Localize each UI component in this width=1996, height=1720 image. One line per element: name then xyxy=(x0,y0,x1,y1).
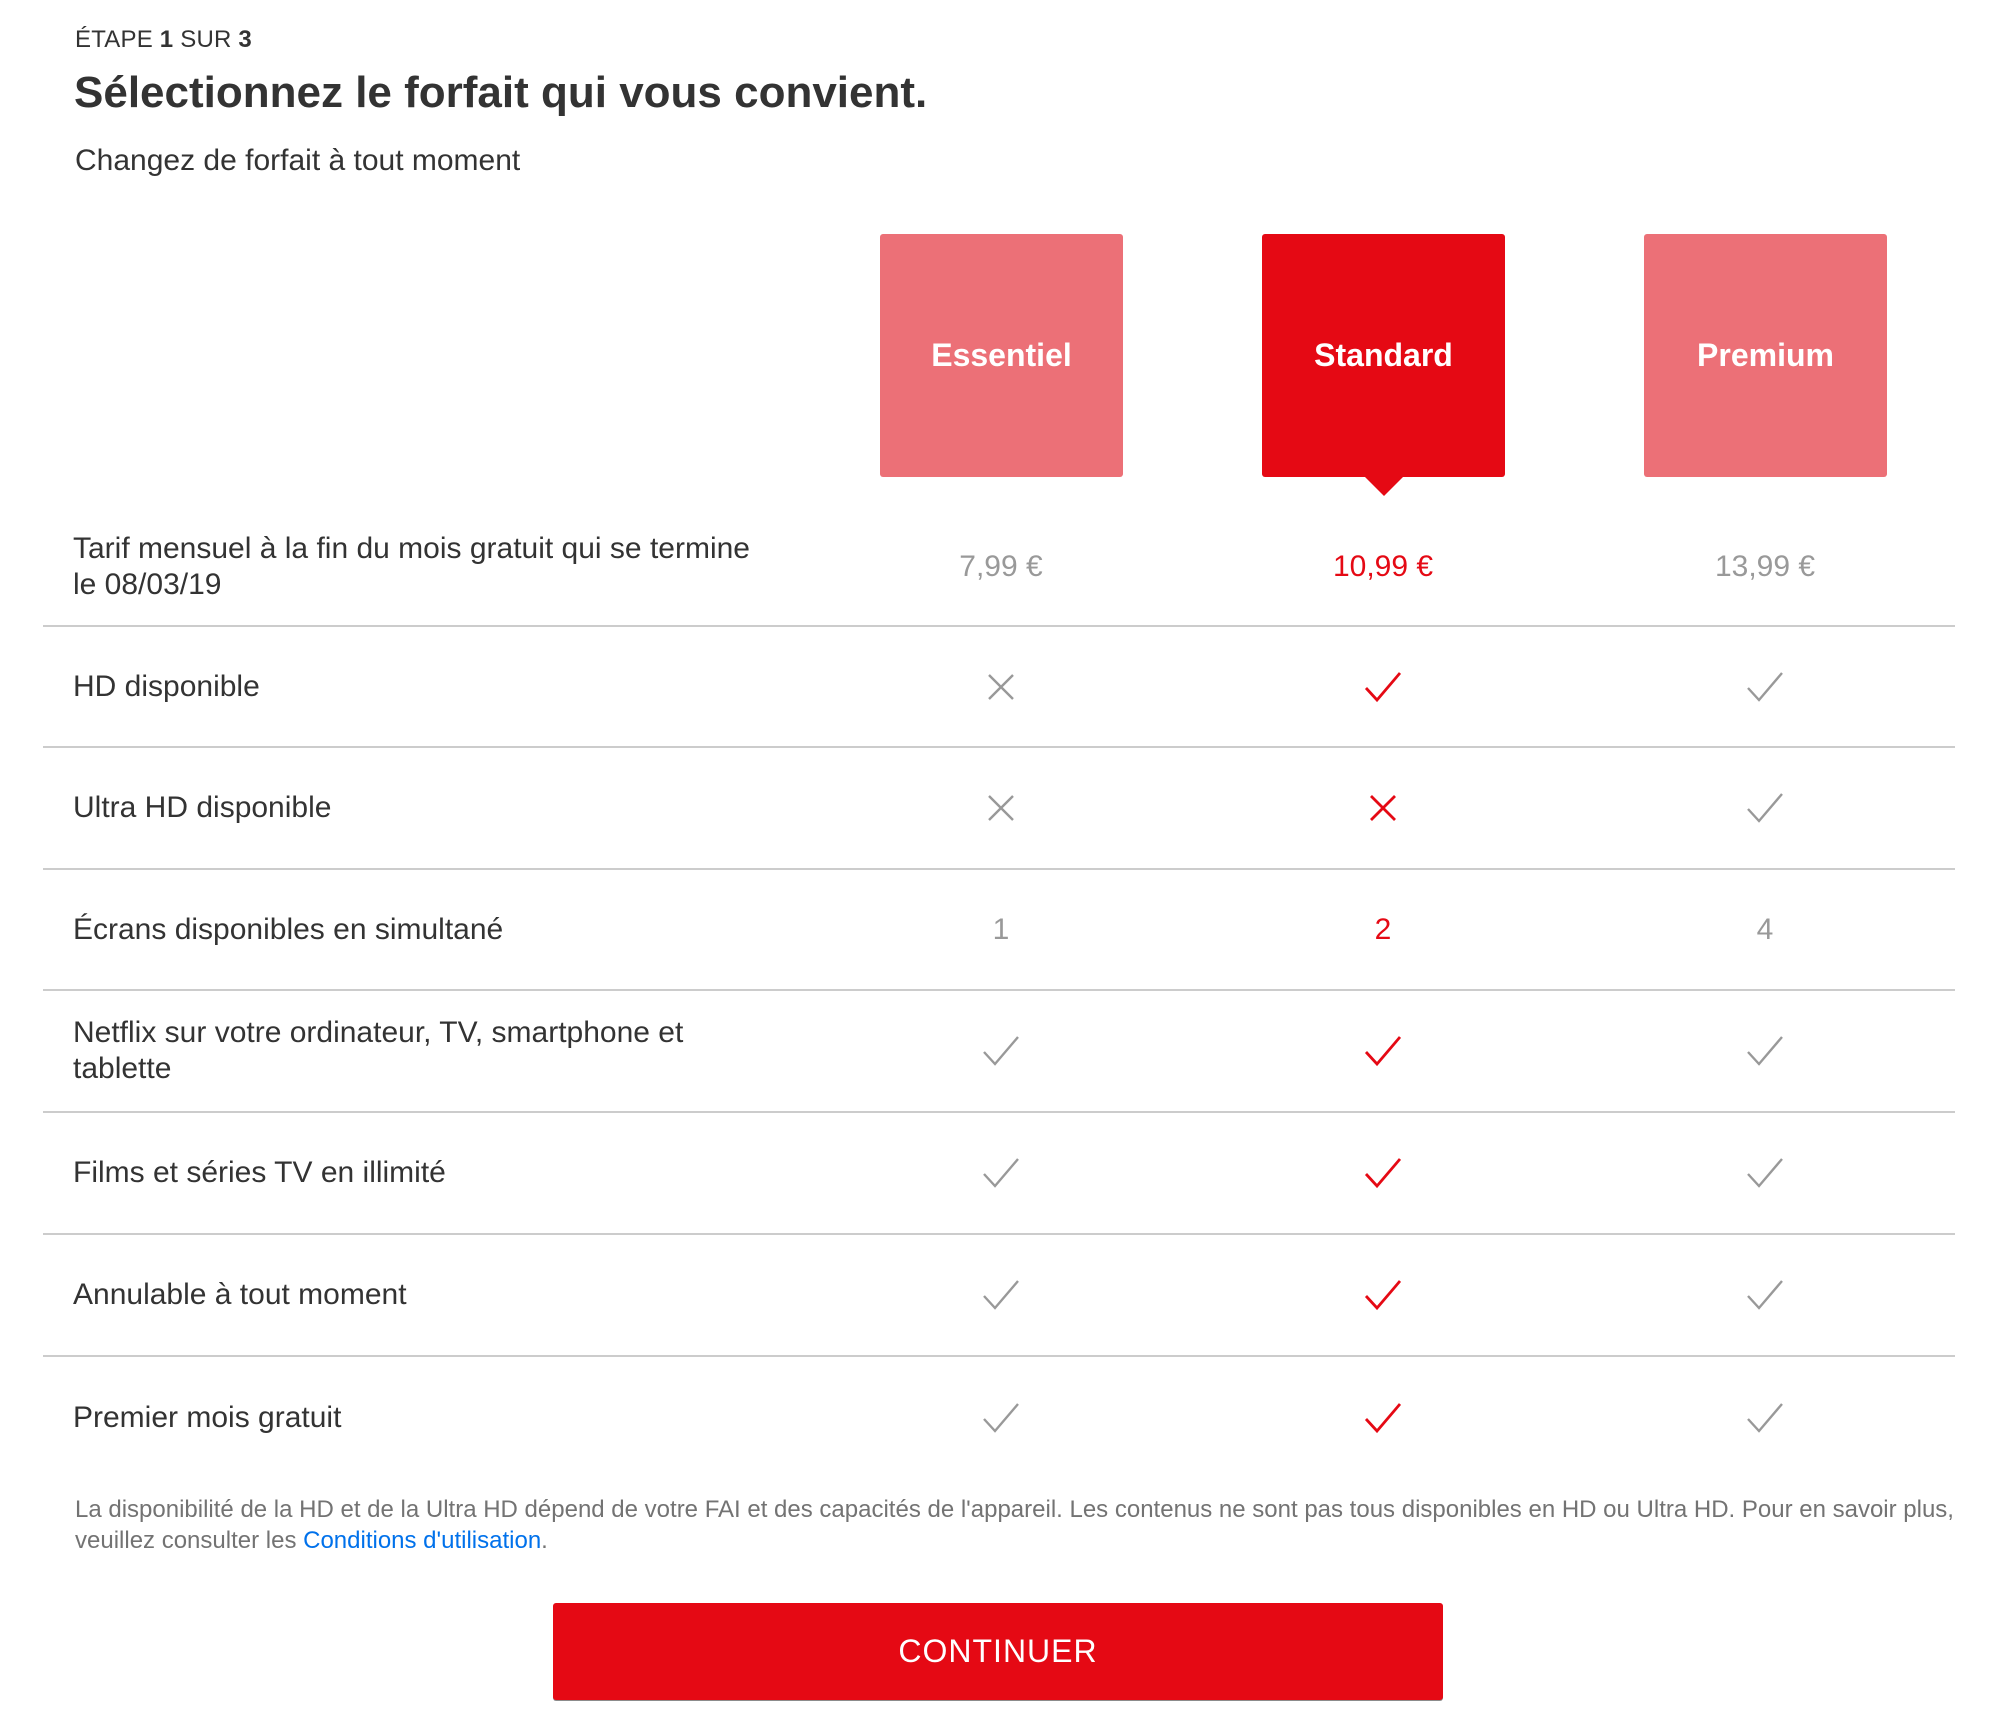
step-total: 3 xyxy=(238,26,252,53)
row-label: Premier mois gratuit xyxy=(73,1401,342,1434)
step-prefix: ÉTAPE xyxy=(75,26,153,53)
price-premium: 13,99 € xyxy=(1714,549,1816,583)
check-icon xyxy=(1746,1035,1784,1067)
check-icon xyxy=(1746,1402,1784,1434)
step-mid: SUR xyxy=(180,26,232,53)
row-devices xyxy=(43,991,1955,1113)
check-icon xyxy=(1364,1402,1402,1434)
row-label: Films et séries TV en illimité xyxy=(73,1156,446,1189)
check-icon xyxy=(1364,1157,1402,1189)
row-label: HD disponible xyxy=(73,669,260,703)
check-icon xyxy=(1364,671,1402,703)
check-icon xyxy=(982,1279,1020,1311)
step-indicator xyxy=(75,26,252,54)
plan-standard-label: Standard xyxy=(1314,337,1453,373)
page-subtitle: Changez de forfait à tout moment xyxy=(75,144,521,177)
row-label: Écrans disponibles en simultané xyxy=(73,912,504,946)
row-screens xyxy=(43,870,1955,991)
cross-icon xyxy=(986,672,1016,702)
price-standard: 10,99 € xyxy=(1332,549,1434,583)
price-essentiel: 7,99 € xyxy=(959,549,1043,583)
screens-premium: 4 xyxy=(1756,912,1774,946)
disclaimer-end: . xyxy=(541,1527,548,1554)
terms-link[interactable]: Conditions d'utilisation xyxy=(303,1527,542,1554)
check-icon xyxy=(1746,1157,1784,1189)
plan-essentiel[interactable] xyxy=(880,234,1123,477)
row-unlimited xyxy=(43,1113,1955,1235)
screens-standard: 2 xyxy=(1374,912,1392,946)
page-title: Sélectionnez le forfait qui vous convient. xyxy=(74,68,928,117)
screens-essentiel: 1 xyxy=(992,912,1010,946)
cross-icon xyxy=(986,793,1016,823)
row-hd xyxy=(43,627,1955,748)
check-icon xyxy=(1746,1279,1784,1311)
check-icon xyxy=(982,1035,1020,1067)
check-icon xyxy=(1746,792,1784,824)
disclaimer-text: La disponibilité de la HD et de la Ultra HD dépend de votre FAI et des capacités de l'appareil. Les contenus ne sont pas tous disponibles en HD ou Ultra HD. Pour en savoir plus, veuillez consulter les xyxy=(75,1496,1954,1554)
plan-premium-label: Premium xyxy=(1697,337,1834,373)
check-icon xyxy=(982,1157,1020,1189)
step-current: 1 xyxy=(159,26,174,53)
row-free-month xyxy=(43,1357,1955,1479)
row-label: Netflix sur votre ordinateur, TV, smartphone et tablette xyxy=(73,1016,684,1085)
plan-standard[interactable] xyxy=(1262,234,1505,477)
disclaimer-note xyxy=(75,1494,1955,1556)
check-icon xyxy=(1364,1279,1402,1311)
continue-button[interactable]: CONTINUER xyxy=(553,1603,1443,1700)
check-icon xyxy=(1364,1035,1402,1067)
row-label: Annulable à tout moment xyxy=(73,1278,407,1311)
row-label: Ultra HD disponible xyxy=(73,791,332,824)
check-icon xyxy=(982,1402,1020,1434)
check-icon xyxy=(1746,671,1784,703)
row-cancel xyxy=(43,1235,1955,1357)
row-uhd xyxy=(43,748,1955,870)
cross-icon xyxy=(1368,793,1398,823)
row-label: Tarif mensuel à la fin du mois gratuit qui se termine le 08/03/19 xyxy=(73,531,750,601)
plan-essentiel-label: Essentiel xyxy=(931,337,1072,373)
row-price xyxy=(43,508,1955,627)
plan-premium[interactable] xyxy=(1644,234,1887,477)
